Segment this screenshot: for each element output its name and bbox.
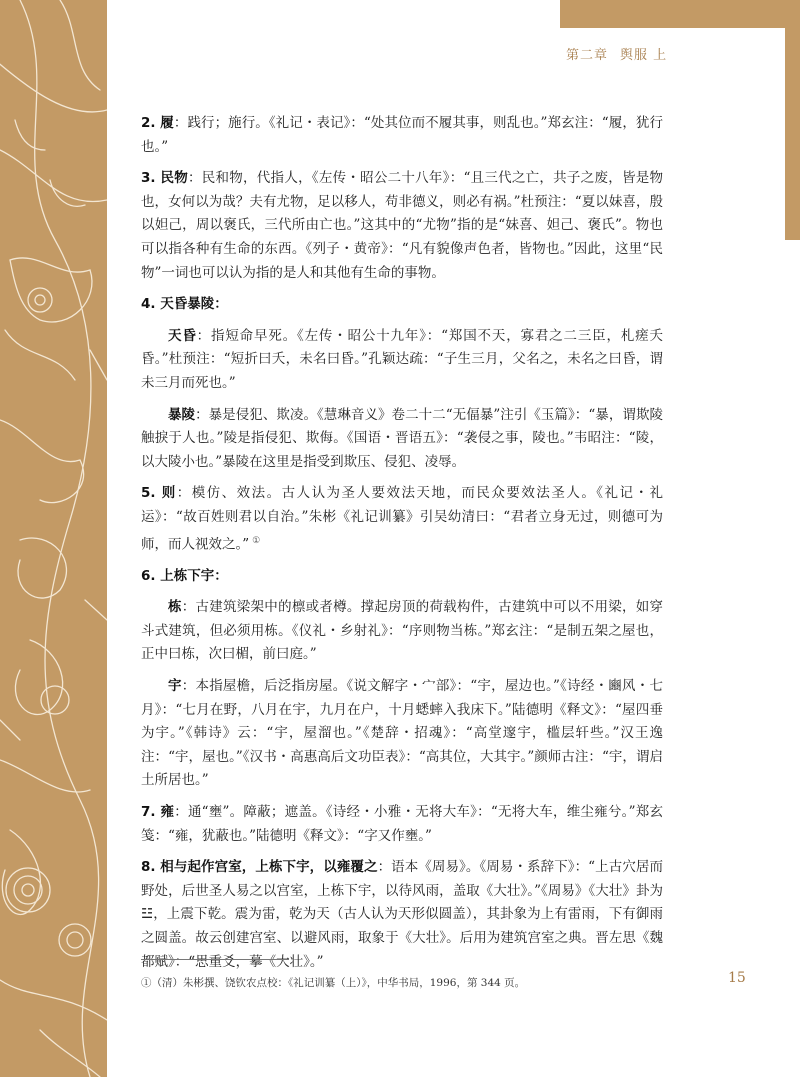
annotation-list <box>141 112 663 982</box>
footnote-divider <box>141 959 289 960</box>
section-label: 舆服 上 <box>620 48 668 63</box>
chapter-label: 第二章 <box>566 48 609 63</box>
footnote: ①（清）朱彬撰、饶钦农点校：《礼记训纂（上）》，中华书局，1996，第 344 页。 <box>141 977 526 989</box>
entry-text: ：古建筑梁架中的檩或者樽。撑起房顶的荷载构件，古建筑中可以不用梁，如穿斗式建筑，但必须用栋。《仪礼・乡射礼》：“序则物当栋。”郑玄注：“是制五架之屋也，正中曰栋，次曰楣，前曰庭。” <box>141 599 664 663</box>
entry-term: 宇 <box>168 677 182 694</box>
entry-term: 2. 履 <box>141 115 174 131</box>
running-head <box>566 44 667 63</box>
entry-text: ：民和物，代指人，《左传・昭公二十八年》：“且三代之亡，共子之废，皆是物也，女何以为哉？夫有尤物，足以移人，苟非德义，则必有祸。”杜预注：“夏以妹喜，殷以妲己，周以褒氏，三代所由亡也。”这其中的“尤物”指的是“妹喜、妲己、褒氏”。物也可以指各种有生命的东西。《列子・黄帝》：“凡有貌像声色者，皆物也。”因此，这里“民物”一词也可以认为指的是人和其他有生命的事物。 <box>141 170 663 281</box>
entry-term: 4. 天昏暴陵： <box>141 296 228 313</box>
footnote-marker: ① <box>252 535 261 546</box>
entry-term: 8. 相与起作宫室，上栋下宇，以雍覆之 <box>141 859 378 876</box>
annotation-subentry <box>141 675 663 793</box>
entry-term: 6. 上栋下宇： <box>141 567 228 584</box>
annotation-entry <box>141 565 663 589</box>
entry-term: 暴陵 <box>168 406 196 423</box>
annotation-entry <box>141 801 663 848</box>
annotation-entry <box>141 482 663 556</box>
entry-term: 5. 则 <box>141 485 177 502</box>
page-number: 15 <box>728 970 746 986</box>
entry-text: ：语本《周易》。《周易・系辞下》：“上古穴居而野处，后世圣人易之以宫室，上栋下宇，以待风雨，盖取《大壮》。”《周易》《大壮》卦为☳，上震下乾。震为雷，乾为天（古人认为天形似圆盖），其卦象为上有雷雨，下有御雨之圆盖。故云创建宫室、以避风雨，取象于《大壮》。后用为建筑宫室之典。晋左思《魏都赋》：“思重爻，摹《大壮》。” <box>141 859 663 970</box>
entry-term: 栋 <box>168 599 182 616</box>
entry-term: 7. 雍 <box>141 803 175 820</box>
header-side-stripe <box>785 28 800 240</box>
entry-text: ：暴是侵犯、欺凌。《慧琳音义》卷二十二“无偪暴”注引《玉篇》：“暴，谓欺陵触捩于人也。”陵是指侵犯、欺侮。《国语・晋语五》：“袭侵之事，陵也。”韦昭注：“陵，以大陵小也。”暴陵在这里是指受到欺压、侵犯、凌辱。 <box>141 406 663 470</box>
decorative-side-band <box>0 0 107 1077</box>
entry-term: 3. 民物 <box>141 170 188 187</box>
entry-text: ：本指屋檐，后泛指房屋。《说文解字・宀部》：“宇，屋边也。”《诗经・豳风・七月》：“七月在野，八月在宇，九月在户，十月蟋蟀入我床下。”陆德明《释文》：“屋四垂为宇。”《韩诗》云：“宇，屋溜也。”《楚辞・招魂》：“高堂邃宇，槛层轩些。”汉王逸注：“宇，屋也。”《汉书・高惠高后文功臣表》：“高其位，大其宇。”颜师古注：“宇，谓启土所居也。” <box>141 677 663 789</box>
entry-text: ：模仿、效法。古人认为圣人要效法天地，而民众要效法圣人。《礼记・礼运》：“故百姓则君以自治。”朱彬《礼记训纂》引吴幼清曰：“君者立身无过，则德可为师，而人视效之。” <box>141 485 663 552</box>
annotation-subentry <box>141 596 663 667</box>
annotation-entry <box>141 112 663 159</box>
entry-text: ：践行；施行。《礼记・表记》：“处其位而不履其事，则乱也。”郑玄注：“履，犹行也。” <box>141 115 663 155</box>
annotation-entry <box>141 293 663 317</box>
annotation-subentry <box>141 325 663 396</box>
entry-text: ：指短命早死。《左传・昭公十九年》：“郑国不天，寡君之二三臣，札瘥夭昏。”杜预注：“短折曰夭，未名曰昏。”孔颖达疏：“子生三月，父名之，未名之曰昏，谓未三月而死也。” <box>141 327 664 391</box>
annotation-entry <box>141 856 663 974</box>
entry-term: 天昏 <box>168 327 197 344</box>
annotation-entry <box>141 167 663 285</box>
entry-text: ：通“壅”。障蔽；遮盖。《诗经・小雅・无将大车》：“无将大车，维尘雍兮。”郑玄笺：“雍，犹蔽也。”陆德明《释文》：“字又作壅。” <box>141 803 663 844</box>
floral-line-art-illustration <box>0 0 107 1077</box>
annotation-subentry <box>141 404 663 475</box>
header-tab <box>560 0 800 28</box>
